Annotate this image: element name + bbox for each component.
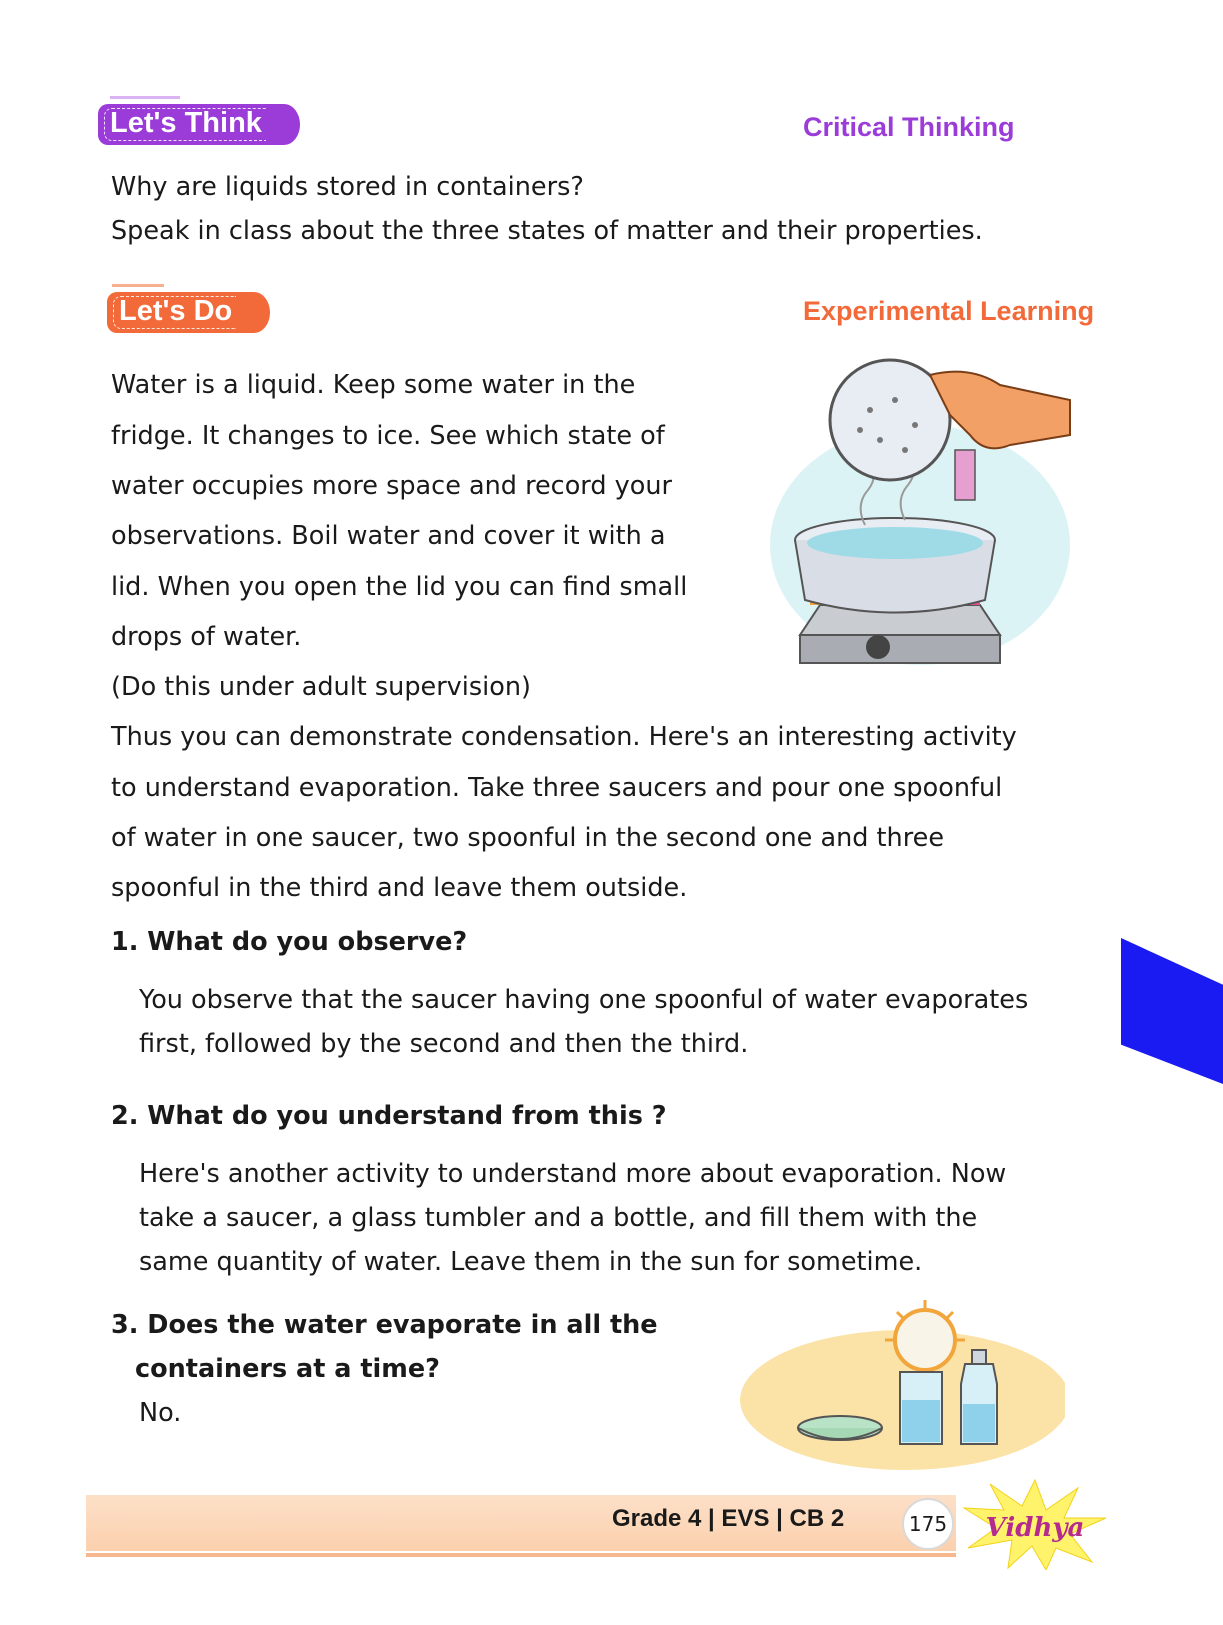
do-text-line: (Do this under adult supervision)	[111, 672, 531, 702]
do-text-line: observations. Boil water and cover it with a	[111, 521, 666, 551]
do-text-line: Thus you can demonstrate condensation. Here's an interesting activity	[111, 722, 1017, 752]
question-2: 2. What do you understand from this ?	[111, 1101, 667, 1131]
think-instruction: Speak in class about the three states of matter and their properties.	[111, 216, 983, 246]
question-3-cont: containers at a time?	[135, 1354, 440, 1384]
question-3: 3. Does the water evaporate in all the	[111, 1310, 658, 1340]
blue-tab-decoration	[1121, 938, 1223, 1084]
logo-text: Vidhya	[985, 1513, 1085, 1543]
question-1: 1. What do you observe?	[111, 927, 468, 957]
critical-thinking-label: Critical Thinking	[803, 112, 1015, 142]
footer-grade-label: Grade 4 | EVS | CB 2	[612, 1505, 845, 1532]
do-text-line: lid. When you open the lid you can find small	[111, 572, 688, 602]
do-text-line: water occupies more space and record your	[111, 471, 672, 501]
answer-1-line: You observe that the saucer having one spoonful of water evaporates	[139, 985, 1029, 1015]
answer-2-line: same quantity of water. Leave them in the sun for sometime.	[139, 1247, 923, 1277]
lets-think-badge: Let's Think	[98, 104, 284, 145]
sun-containers-illustration	[735, 1300, 1065, 1470]
do-text-line: of water in one saucer, two spoonful in the second one and three	[111, 823, 945, 853]
page-number: 175	[902, 1498, 954, 1550]
do-text-line: Water is a liquid. Keep some water in the	[111, 370, 636, 400]
decorative-line	[110, 96, 180, 99]
boiling-water-illustration	[770, 355, 1110, 685]
do-text-line: to understand evaporation. Take three saucers and pour one spoonful	[111, 773, 1003, 803]
decorative-line	[112, 284, 164, 287]
answer-3: No.	[139, 1398, 182, 1428]
vidhya-logo	[960, 1478, 1110, 1570]
do-text-line: drops of water.	[111, 622, 302, 652]
lets-do-badge: Let's Do	[107, 292, 254, 333]
answer-2-line: take a saucer, a glass tumbler and a bottle, and fill them with the	[139, 1203, 978, 1233]
experimental-learning-label: Experimental Learning	[803, 296, 1095, 326]
do-text-line: spoonful in the third and leave them outside.	[111, 873, 688, 903]
think-question: Why are liquids stored in containers?	[111, 172, 584, 202]
do-text-line: fridge. It changes to ice. See which state of	[111, 421, 665, 451]
answer-2-line: Here's another activity to understand more about evaporation. Now	[139, 1159, 1007, 1189]
answer-1-line: first, followed by the second and then the third.	[139, 1029, 749, 1059]
